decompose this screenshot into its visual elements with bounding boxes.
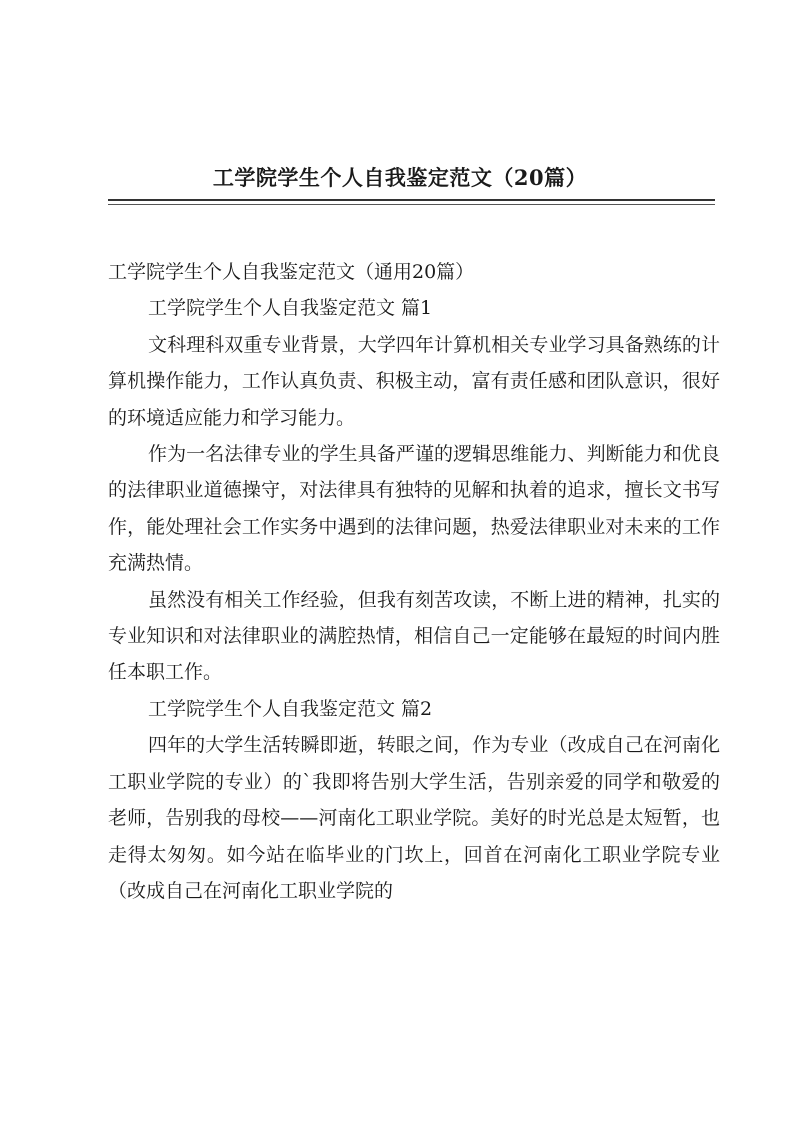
document-title: 工学院学生个人自我鉴定范文（20篇） [212,165,588,190]
body-paragraph: 文科理科双重专业背景，大学四年计算机相关专业学习具备熟练的计算机操作能力，工作认真负责、积极主动，富有责任感和团队意识，很好的环境适应能力和学习能力。 [108,333,720,429]
title-underline-thick [108,199,715,201]
subtitle-paragraph: 工学院学生个人自我鉴定范文（通用20篇） [108,261,475,283]
body-paragraph: 四年的大学生活转瞬即逝，转眼之间，作为专业（改成自己在河南化工职业学院的专业）的`我即将告别大学生活，告别亲爱的同学和敬爱的老师，告别我的母校——河南化工职业学院。美好的时光总是太短暂，也走得太匆匆。如今站在临毕业的门坎上，回首在河南化工职业学院专业（改成自己在河南化工职业学院的 [108,734,720,902]
body-paragraph: 作为一名法律专业的学生具备严谨的逻辑思维能力、判断能力和优良的法律职业道德操守，对法律具有独特的见解和执着的追求，擅长文书写作，能处理社会工作实务中遇到的法律问题，热爱法律职业对未来的工作充满热情。 [108,443,720,575]
body-paragraph: 虽然没有相关工作经验，但我有刻苦攻读，不断上进的精神，扎实的专业知识和对法律职业的满腔热情，相信自己一定能够在最短的时间内胜任本职工作。 [108,588,720,684]
title-underline-thin [108,204,715,205]
document-body [108,254,720,909]
section-heading-2: 工学院学生个人自我鉴定范文 篇2 [148,697,433,720]
section-heading-1: 工学院学生个人自我鉴定范文 篇1 [148,297,433,320]
